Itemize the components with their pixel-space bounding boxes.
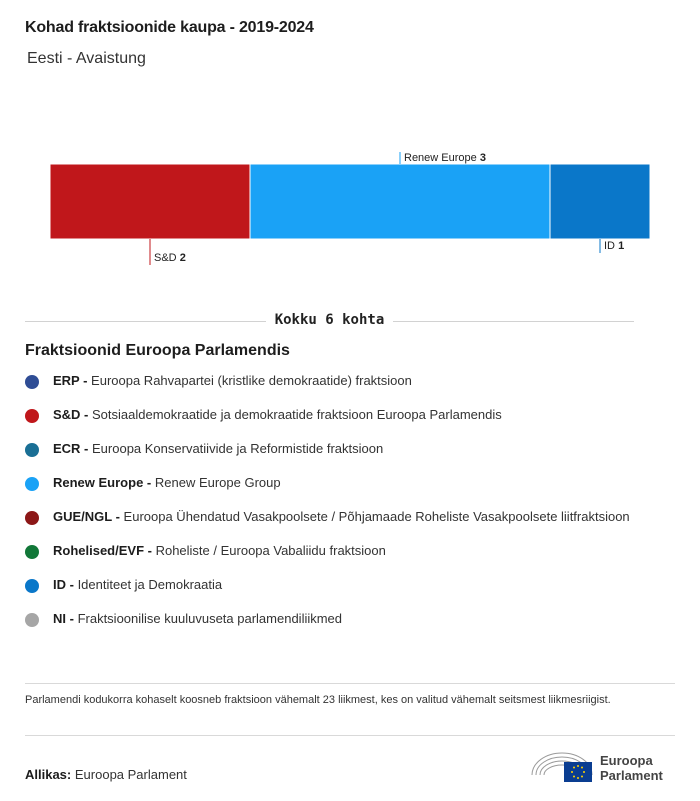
legend-dot-erp <box>25 375 39 389</box>
legend-dot-gue-ngl <box>25 511 39 525</box>
legend-desc: Euroopa Konservatiivide ja Reformistide fraktsioon <box>88 441 384 456</box>
legend-item-erp <box>25 372 665 390</box>
bar-segment-id <box>550 164 650 239</box>
legend-dot-ecr <box>25 443 39 457</box>
total-seats-label: Kokku 6 kohta <box>266 312 394 328</box>
legend-abbr: ID - <box>53 577 74 592</box>
legend-dot-rohelised-evf <box>25 545 39 559</box>
segment-label-id: ID 1 <box>604 240 625 252</box>
group-legend <box>25 372 665 644</box>
legend-item-id <box>25 576 665 594</box>
legend-abbr: ECR - <box>53 441 89 456</box>
source-label: Allikas: <box>25 767 72 782</box>
legend-abbr: ERP - <box>53 373 88 388</box>
legend-title: Fraktsioonid Euroopa Parlamendis <box>25 342 290 359</box>
legend-dot-id <box>25 579 39 593</box>
legend-abbr: S&D - <box>53 407 89 422</box>
legend-desc: Roheliste / Euroopa Vabaliidu fraktsioon <box>151 543 386 558</box>
note-divider-top <box>25 683 675 684</box>
bar-segment-s-d <box>50 164 250 239</box>
note-divider-bottom <box>25 735 675 736</box>
legend-desc: Sotsiaaldemokraatide ja demokraatide fraktsioon Euroopa Parlamendis <box>88 407 502 422</box>
logo-line-1: Euroopa <box>600 753 653 768</box>
source <box>25 767 187 782</box>
legend-item-ecr <box>25 440 665 458</box>
legend-abbr: Renew Europe - <box>53 475 152 490</box>
legend-abbr: Rohelised/EVF - <box>53 543 152 558</box>
legend-desc: Renew Europe Group <box>151 475 281 490</box>
legend-desc: Euroopa Ühendatud Vasakpoolsete / Põhjamaade Roheliste Vasakpoolsete liitfraktsioon <box>119 509 630 524</box>
legend-dot-renew-europe <box>25 477 39 491</box>
legend-desc: Identiteet ja Demokraatia <box>73 577 223 592</box>
legend-desc: Euroopa Rahvapartei (kristlike demokraatide) fraktsioon <box>87 373 412 388</box>
legend-desc: Fraktsioonilise kuuluvuseta parlamendiliikmed <box>73 611 343 626</box>
legend-abbr: GUE/NGL - <box>53 509 120 524</box>
legend-item-renew-europe <box>25 474 665 492</box>
legend-dot-s-d <box>25 409 39 423</box>
segment-label-renew-europe: Renew Europe 3 <box>404 152 486 164</box>
legend-item-gue-ngl <box>25 508 665 526</box>
logo-line-2: Parlament <box>600 768 663 783</box>
legend-item-s-d <box>25 406 665 424</box>
footnote: Parlamendi kodukorra kohaselt koosneb fraktsioon vähemalt 23 liikmest, kes on valitud vähemalt seitsmest liikmesriigist. <box>25 694 611 706</box>
legend-item-ni <box>25 610 665 628</box>
total-seats-row <box>25 311 634 333</box>
source-value: Euroopa Parlament <box>74 767 187 782</box>
chart-title: Kohad fraktsioonide kaupa - 2019-2024 <box>25 19 314 36</box>
parliament-hemicycle-icon <box>530 745 594 787</box>
chart-subtitle: Eesti - Avaistung <box>27 50 146 67</box>
ep-logo <box>530 745 680 787</box>
bar-segment-renew-europe <box>250 164 550 239</box>
legend-abbr: NI - <box>53 611 74 626</box>
seat-bar-chart <box>0 140 700 280</box>
segment-label-s-d: S&D 2 <box>154 252 186 264</box>
legend-dot-ni <box>25 613 39 627</box>
legend-item-rohelised-evf <box>25 542 665 560</box>
